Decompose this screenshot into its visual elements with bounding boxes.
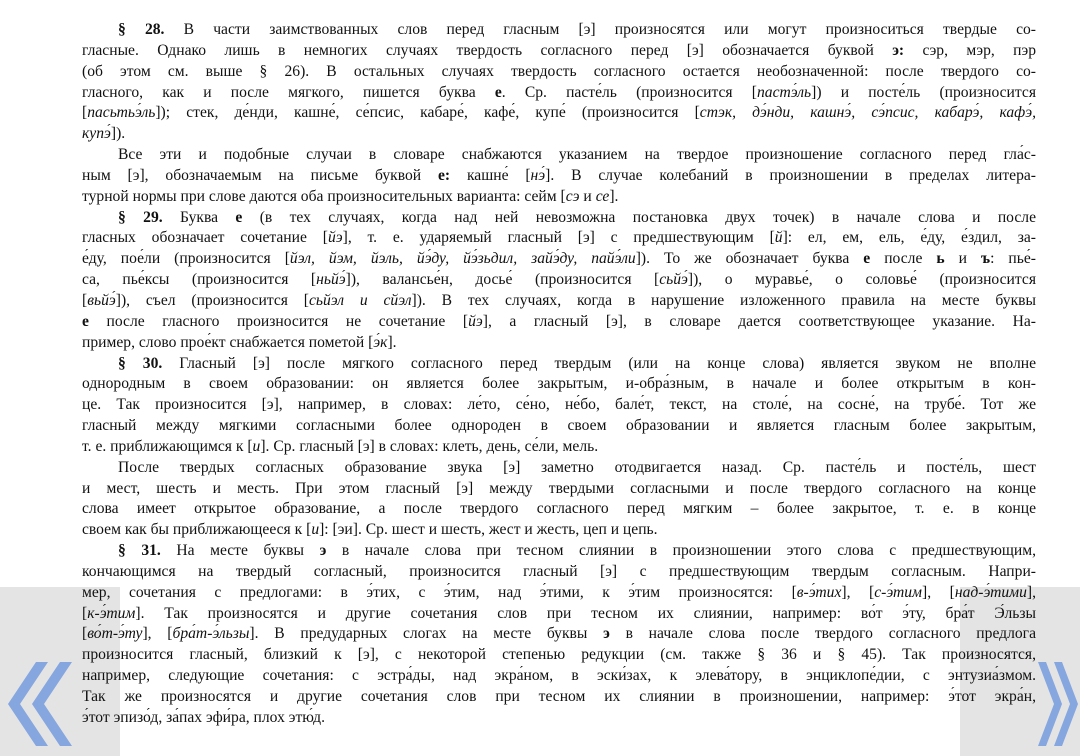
text-segment: ], [ (142, 625, 173, 643)
text-segment: ]. В случае колебаний в произношении в пределах литера- (545, 166, 1036, 184)
text-line (82, 604, 1036, 625)
text-segment: ]. Ср. гласный [э] в словах: клеть, день, се́ли, мель. (260, 437, 599, 455)
text-segment: ]. Так произносятся и другие сочетания слов при тесном их слиянии, например: во́т э́ту, бра́т Э́льзы (135, 604, 1036, 622)
bold-text: е (863, 250, 871, 268)
text-segment: гласные. Однако лишь в немногих случаях твердость согласного перед [э] обозначается буквой (82, 41, 893, 59)
italic-transcription: и (311, 521, 320, 539)
text-segment: произносится гласный, близкий к [э], с некоторой степенью редукции (см. также § 36 и § 45). Так произносятся, (82, 646, 1036, 664)
text-segment: пример, слово прое́кт снабжается пометой [ (82, 333, 374, 351)
text-segment: (в тех случаях, когда над ней невозможна постановка двух точек) в начале слова и после (242, 208, 1036, 226)
text-line (82, 645, 1036, 666)
text-segment: е́ду, пое́ли (произносится [ (82, 250, 290, 268)
text-segment: ], (1026, 583, 1036, 601)
text-line (82, 458, 1036, 479)
text-segment: Так же произносятся и другие сочетания слов при тесном их слиянии в произношении, например: э́тот экра́н, (82, 688, 1036, 705)
text-line (82, 187, 1036, 208)
italic-transcription: йэ (468, 312, 483, 330)
text-segment: турной нормы при слове даются оба произносительных варианта: сейм [ (82, 187, 566, 205)
paragraph (82, 20, 1036, 145)
bold-text: е: (437, 166, 451, 184)
double-chevron-right-icon (1038, 662, 1078, 746)
text-segment: ], т. е. ударяемый гласный [э] с предшествующим [ (342, 229, 775, 247)
bold-text: § 29. (118, 208, 163, 226)
text-segment: и (579, 187, 596, 205)
text-segment: ]), о муравье́, о соловье́ (произносится (687, 271, 1036, 289)
text-segment: це. Так произносится [э], например, в словах: ле́то, се́но, не́бо, бале́т, текст, на столе́, на сосне́, на трубе́. Тот же (82, 396, 1036, 414)
text-line (82, 687, 1036, 708)
italic-transcription: к-э́тим (87, 604, 136, 622)
text-segment: На месте буквы (160, 542, 320, 560)
text-segment: т. е. приближающимся к [ (82, 437, 253, 455)
bold-text: е (235, 208, 243, 226)
text-segment: сэр, мэр, пэр (904, 41, 1036, 59)
text-segment: и мест, шесть и месть. При этом гласный [э] между твердыми согласными и после твердого согласного на конце (82, 479, 1036, 497)
text-line (82, 395, 1036, 416)
text-line (82, 208, 1036, 229)
italic-transcription: йэл, йэм, йэль, йэ́ду, йэ́зьдил, зайэ́ду, пайэ́ли (289, 250, 636, 268)
text-line (82, 228, 1036, 249)
text-segment: гласных обозначает сочетание [ (82, 229, 328, 247)
text-segment: ]), валансье́н, досье́ (произносится [ (345, 271, 660, 289)
text-segment: и (944, 250, 981, 268)
text-segment: ], а гласный [э], в словаре дается соответствующее указание. На- (482, 312, 1036, 330)
paragraph (82, 354, 1036, 458)
italic-transcription: э́к (373, 333, 388, 351)
paragraph (82, 541, 1036, 729)
text-segment: са, пье́ксы (произносится [ (82, 271, 317, 289)
text-segment: э́тот эпизо́д, за́пах эфи́ра, плох этю́д. (82, 708, 325, 726)
text-line (82, 520, 1036, 541)
text-segment: : пье́- (990, 250, 1036, 268)
text-line (82, 83, 1036, 104)
text-segment: в начале слова при тесном слиянии в произношении этого слова с предшествующим, (326, 542, 1036, 560)
text-segment: ], [ (841, 583, 875, 601)
bold-text: § 28. (118, 21, 165, 38)
text-line (82, 708, 1036, 729)
text-segment: ]. (387, 333, 397, 351)
text-segment: в начале слова после твердого согласного предлога (609, 625, 1036, 643)
italic-transcription: сьйэл и сйэл (308, 291, 412, 309)
paragraph (82, 208, 1036, 354)
bold-text: э (319, 542, 327, 560)
italic-transcription: в-э́тих (796, 583, 842, 601)
text-segment: ]). В тех случаях, когда в нарушение изложенного правила на месте буквы (411, 291, 1036, 309)
text-segment: В части заимствованных слов перед гласным [э] произносятся или могут произноситься твердые со- (164, 21, 1036, 38)
text-line (82, 124, 1036, 145)
text-segment: Буква (162, 208, 236, 226)
text-segment: ным [э], обозначаемым на письме буквой (82, 166, 438, 184)
italic-transcription: бра́т-э́льзы (172, 625, 250, 643)
text-line (82, 583, 1036, 604)
text-line (82, 291, 1036, 312)
text-segment: [ (82, 625, 88, 643)
text-segment: [ (82, 291, 88, 309)
text-segment: слова имеет открытое образование, а после твердого согласного перед мягким – более закрытое, т. е. в конце (82, 500, 1036, 518)
text-segment: ]. (609, 187, 619, 205)
bold-text: ъ (980, 250, 991, 268)
text-line (82, 270, 1036, 291)
italic-transcription: и (252, 437, 261, 455)
text-line (82, 20, 1036, 41)
text-segment: после гласного произносится не сочетание [ (88, 312, 469, 330)
italic-transcription: нэ́ (530, 166, 546, 184)
text-line (82, 249, 1036, 270)
double-chevron-left-icon (6, 662, 72, 746)
text-segment: однородным в своем образовании: он является более закрытым, и-обра́зным, в начале и более открытым в кон- (82, 375, 1036, 393)
next-page-button[interactable] (1038, 662, 1078, 746)
text-segment: ]: [эи]. Ср. шест и шесть, жест и жесть, цеп и цепь. (319, 521, 658, 539)
italic-transcription: пастэ́ль (756, 83, 812, 101)
text-line (82, 103, 1036, 124)
italic-transcription: сэ (565, 187, 580, 205)
paragraph (82, 145, 1036, 208)
bold-text: ь (936, 250, 945, 268)
italic-transcription: ньйэ́ (316, 271, 346, 289)
text-segment: кончающимся на твердый согласный, произносится гласный [э] с предшествующим твердым согласным. Напри- (82, 562, 1036, 580)
text-line (82, 312, 1036, 333)
italic-transcription: й (774, 229, 783, 247)
text-segment: Гласный [э] после мягкого согласного перед твердым (или на конце слова) является звуком не вполне (162, 354, 1036, 372)
text-segment: ], [ (922, 583, 955, 601)
text-segment: мер, сочетания с предлогами: в э́тих, с э́тим, над э́тими, к э́тим произносятся: [ (82, 583, 797, 601)
text-segment: после (870, 250, 937, 268)
text-segment: ]: ел, ем, ель, е́ду, е́здил, за- (782, 229, 1036, 247)
text-line (82, 624, 1036, 645)
italic-transcription: йэ (327, 229, 343, 247)
bold-text: е (494, 83, 502, 101)
italic-transcription: над-э́тими (954, 583, 1027, 601)
document-page (82, 20, 1036, 729)
italic-transcription: с-э́тим (874, 583, 923, 601)
italic-transcription: купэ́ (82, 125, 111, 143)
text-segment: своем как бы приближающееся к [ (82, 521, 312, 539)
text-segment: (об этом см. выше § 26). В остальных случаях твердость согласного остается необозначенной: после твердого со- (82, 62, 1036, 80)
text-segment: [ (82, 604, 88, 622)
italic-transcription: стэк, дэ́нди, кашнэ́, сэ́псис, кабарэ́, кафэ́, (699, 104, 1036, 122)
text-line (82, 62, 1036, 83)
bold-text: э (603, 625, 610, 643)
text-line (82, 354, 1036, 375)
italic-transcription: во́т-э́ту (87, 625, 143, 643)
text-line (82, 333, 1036, 354)
text-line (82, 562, 1036, 583)
text-segment: кашне́ [ (450, 166, 531, 184)
text-segment: Все эти и подобные случаи в словаре снабжаются указанием на твердое произношение согласного перед гла́с- (118, 146, 1036, 164)
text-line (82, 437, 1036, 458)
text-segment: ]. В предударных слогах на месте буквы (249, 625, 604, 643)
bold-text: § 30. (118, 354, 163, 372)
italic-transcription: се (595, 187, 610, 205)
previous-page-button[interactable] (6, 662, 72, 746)
text-line (82, 666, 1036, 687)
italic-transcription: вьйэ́ (87, 291, 116, 309)
text-segment: ]). (110, 125, 126, 143)
text-segment: ]) и посте́ль (произносится (811, 83, 1036, 101)
bold-text: е (82, 312, 89, 330)
text-line (82, 145, 1036, 166)
text-segment: например, следующие сочетания: с эстра́ды, над экра́ном, в эски́зах, к элева́тору, в энциклопе́дии, с энтузиа́змом. (82, 667, 1036, 685)
bold-text: э: (892, 41, 905, 59)
text-segment: гласного, как и после мягкого, пишется буква (82, 83, 495, 101)
text-segment: ]), съел (произносится [ (115, 291, 309, 309)
text-segment: ]); стек, де́нди, кашне́, се́псис, кабаре́, кафе́, купе́ (произносится [ (155, 104, 700, 122)
text-line (82, 41, 1036, 62)
text-segment: . Ср. пасте́ль (произносится [ (501, 83, 757, 101)
paragraph (82, 458, 1036, 541)
text-segment: [ (82, 104, 88, 122)
italic-transcription: сьйэ́ (659, 271, 688, 289)
text-line (82, 479, 1036, 500)
italic-transcription: пасьтьэ́ль (87, 104, 156, 122)
text-line (82, 374, 1036, 395)
text-segment: гласный между мягкими согласными более однороден в своем образовании и является гласным более закрытым, (82, 417, 1036, 435)
text-line (82, 416, 1036, 437)
text-line (82, 499, 1036, 520)
text-segment: После твердых согласных образование звука [э] заметно отодвигается назад. Ср. пасте́ль и посте́ль, шест (118, 458, 1036, 476)
bold-text: § 31. (118, 542, 161, 560)
text-segment: ]). То же обозначает буква (635, 250, 864, 268)
text-line (82, 541, 1036, 562)
text-line (82, 166, 1036, 187)
